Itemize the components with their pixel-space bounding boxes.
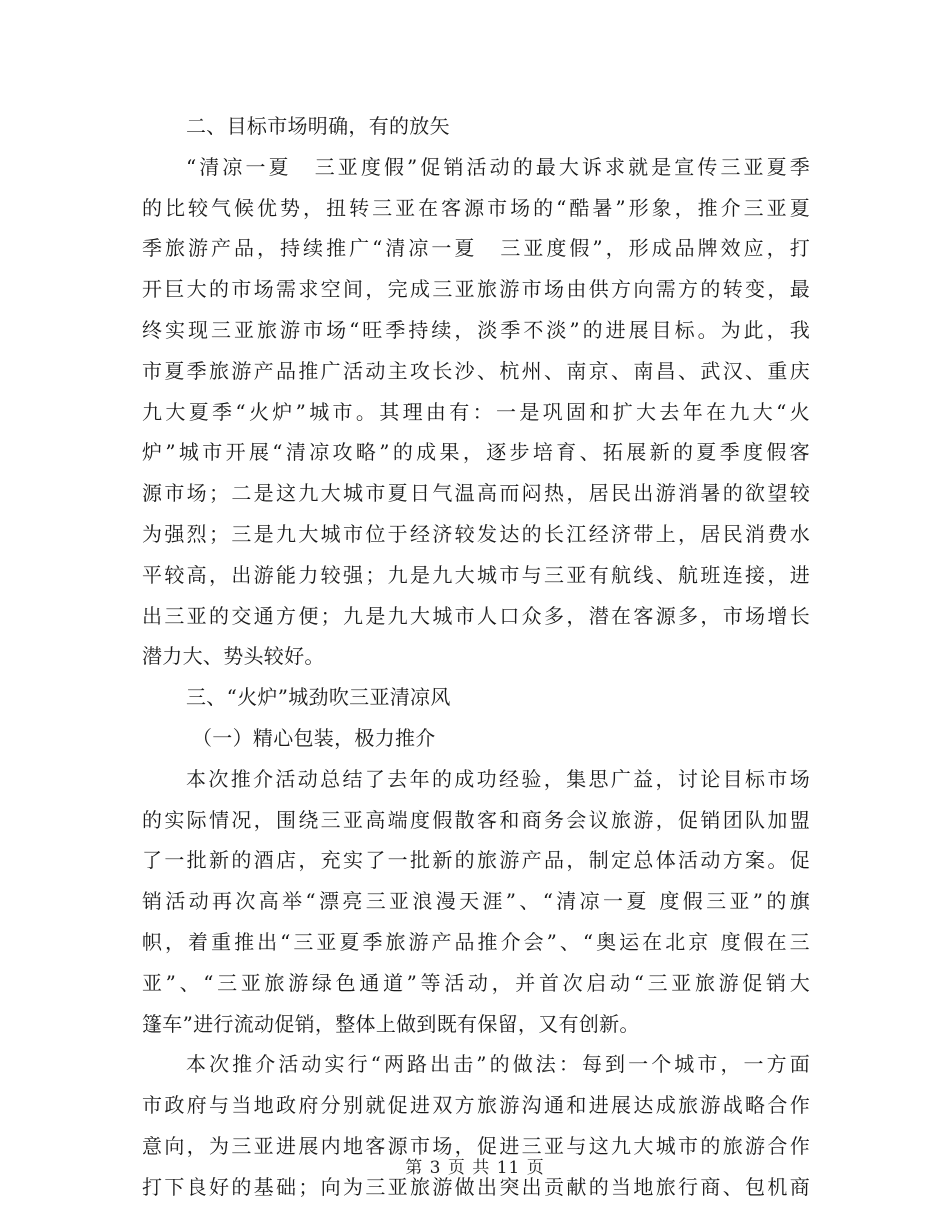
paragraph-line: 九大夏季“火炉”城市。其理由有：一是巩固和扩大去年在九大“火	[142, 399, 810, 424]
paragraph-line: “清凉一夏 三亚度假”促销活动的最大诉求就是宣传三亚夏季	[186, 154, 810, 179]
paragraph-line: 开巨大的市场需求空间，完成三亚旅游市场由供方向需方的转变，最	[142, 277, 810, 302]
paragraph-line: 市政府与当地政府分别就促进双方旅游沟通和进展达成旅游战略合作	[142, 1093, 810, 1118]
section-heading: 二、目标市场明确，有的放矢	[186, 114, 450, 138]
paragraph-line: 终实现三亚旅游市场“旺季持续，淡季不淡”的进展目标。为此，我	[142, 317, 810, 342]
paragraph-line: 了一批新的酒店，充实了一批新的旅游产品，制定总体活动方案。促	[142, 848, 810, 873]
paragraph-line: 出三亚的交通方便；九是九大城市人口众多，潜在客源多，市场增长	[142, 603, 810, 628]
paragraph-line: 为强烈；三是九大城市位于经济较发达的长江经济带上，居民消费水	[142, 521, 810, 546]
paragraph-line: 季旅游产品，持续推广“清凉一夏 三亚度假”，形成品牌效应，打	[142, 236, 810, 261]
subsection-heading: （一）精心包装，极力推介	[192, 725, 436, 750]
section-heading: 三、“火炉”城劲吹三亚清凉风	[186, 685, 451, 710]
paragraph-line: 销活动再次高举“漂亮三亚浪漫天涯”、“清凉一夏 度假三亚”的旗	[142, 889, 810, 914]
paragraph-line: 本次推介活动实行“两路出击”的做法：每到一个城市，一方面	[186, 1052, 810, 1077]
paragraph-line: 帜，着重推出“三亚夏季旅游产品推介会”、“奥运在北京 度假在三	[142, 929, 810, 954]
paragraph-line: 市夏季旅游产品推广活动主攻长沙、杭州、南京、南昌、武汉、重庆	[142, 358, 810, 383]
paragraph-line: 打下良好的基础；向为三亚旅游做出突出贡献的当地旅行商、包机商	[142, 1174, 810, 1199]
paragraph-line: 本次推介活动总结了去年的成功经验，集思广益，讨论目标市场	[186, 766, 810, 791]
paragraph-line: 篷车”进行流动促销，整体上做到既有保留，又有创新。	[142, 1011, 640, 1036]
paragraph-line: 炉”城市开展“清凉攻略”的成果，逐步培育、拓展新的夏季度假客	[142, 440, 810, 465]
paragraph-line: 潜力大、势头较好。	[142, 644, 325, 669]
document-body	[142, 106, 810, 1208]
paragraph-line: 意向，为三亚进展内地客源市场，促进三亚与这九大城市的旅游合作	[142, 1133, 810, 1158]
paragraph-line: 亚”、“三亚旅游绿色通道”等活动，并首次启动“三亚旅游促销大	[142, 970, 810, 995]
page-number-footer: 第 3 页 共 11 页	[405, 1158, 545, 1178]
paragraph-line: 源市场；二是这九大城市夏日气温高而闷热，居民出游消暑的欲望较	[142, 481, 810, 506]
paragraph-line: 的实际情况，围绕三亚高端度假散客和商务会议旅游，促销团队加盟	[142, 807, 810, 832]
paragraph-line: 的比较气候优势，扭转三亚在客源市场的“酷暑”形象，推介三亚夏	[142, 195, 810, 220]
paragraph-line: 平较高，出游能力较强；九是九大城市与三亚有航线、航班连接，进	[142, 562, 810, 587]
